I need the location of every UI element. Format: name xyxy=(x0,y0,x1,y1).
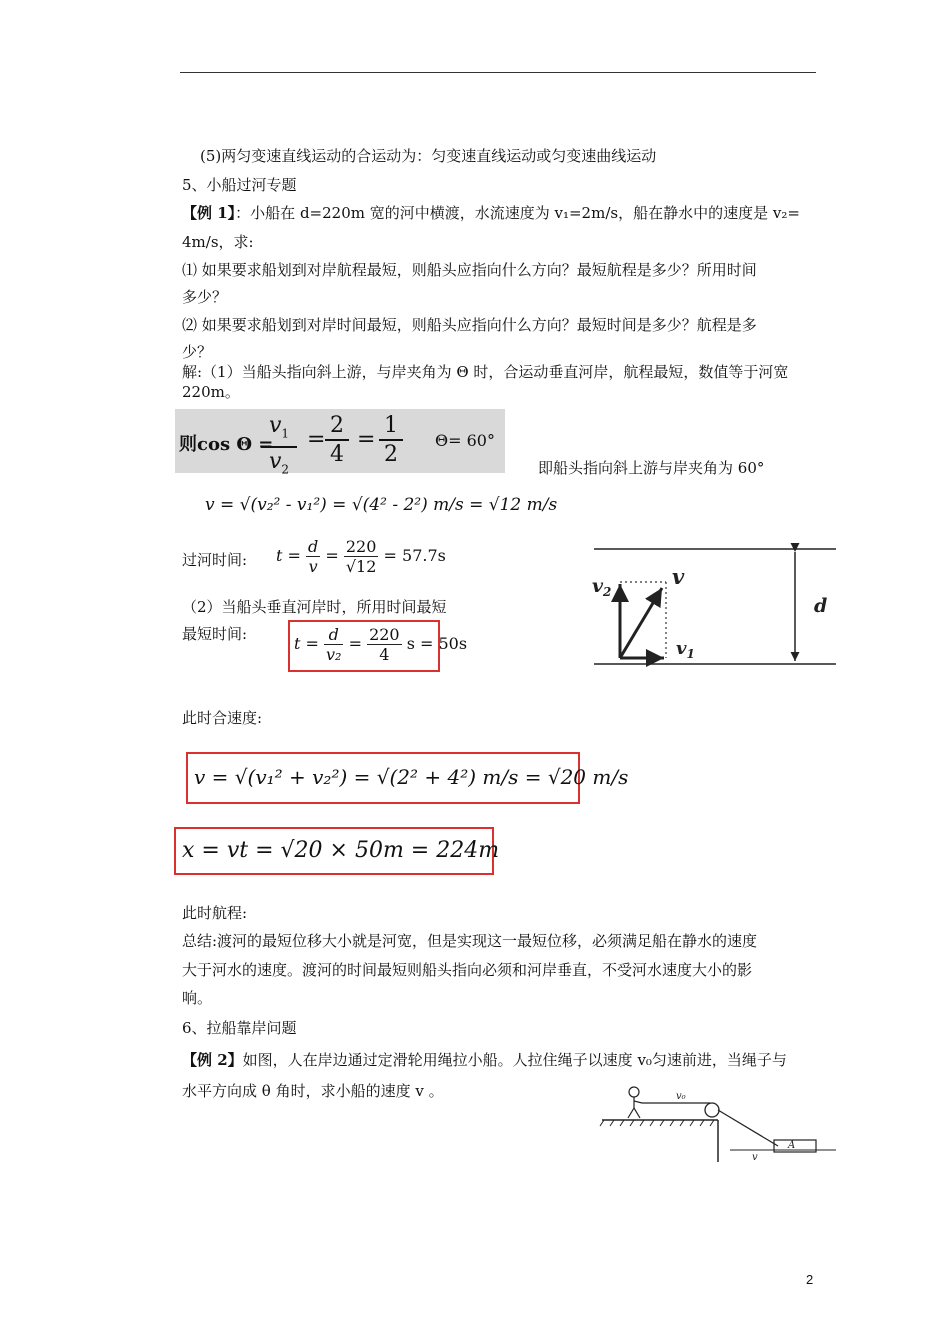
velocity-label: 此时合速度: xyxy=(182,709,263,727)
min-time-formula: t = $\frac{d}{\text{v₂}}$ = $\frac{220}{4}$ s = 50s xyxy=(288,620,440,672)
velocity-formula-2: v = √(v₁² + v₂²) = √(2² + 4²) m/s = √20 m/s xyxy=(186,752,580,804)
cos-fraction-1-2: 1 2 xyxy=(379,413,403,469)
theta-result: Θ= 60° xyxy=(435,431,495,450)
cos-note: 即船头指向斜上游与岸夹角为 60° xyxy=(538,459,765,477)
cos-prefix: 则cos Θ = xyxy=(179,434,274,455)
crossing-time-formula: t = $\frac{d}{v}$ = $\frac{220}{√12}$ = 57.7s xyxy=(276,537,446,576)
question-1-line-1: ⑴ 如果要求船划到对岸航程最短，则船头应指向什么方向？最短航程是多少？所用时间 xyxy=(182,261,757,279)
v2-label: $v_2$ xyxy=(592,575,612,599)
velocity-formula-1: v = √(v₂² - v₁²) = √(4² - 2²) m/s = √12 m/s xyxy=(205,495,558,515)
pulley-boat-diagram xyxy=(598,1080,838,1166)
part-2-line: （2）当船头垂直河岸时，所用时间最短 xyxy=(182,598,447,616)
distance-formula: x = vt = √20 × 50m = 224m xyxy=(174,827,494,875)
cos-eq-1: = xyxy=(307,427,326,452)
river-vector-diagram xyxy=(590,540,840,675)
distance-label: 此时航程: xyxy=(182,904,248,922)
example-1-line-1 xyxy=(182,203,800,223)
summary-line-1: 总结:渡河的最短位移大小就是河宽，但是实现这一最短位移，必须满足船在静水的速度 xyxy=(182,932,758,950)
resultant-v-arrow xyxy=(620,588,662,658)
cos-fraction-2-4: 2 4 xyxy=(325,413,349,469)
solution-line-1: 解:（1）当船头指向斜上游，与岸夹角为 Θ 时，合运动垂直河岸，航程最短，数值等于河宽 xyxy=(182,363,789,381)
paragraph-5: (5)两匀变速直线运动的合运动为：匀变速直线运动或匀变速曲线运动 xyxy=(200,147,657,165)
example-1-line-2: 4m/s，求: xyxy=(182,233,254,251)
min-time-label: 最短时间: xyxy=(182,625,248,643)
cos-eq-2: = xyxy=(357,427,376,452)
example-2-tag: 【例 2】 xyxy=(182,1051,243,1069)
v0-label: v₀ xyxy=(676,1091,686,1102)
header-rule xyxy=(180,72,816,73)
cos-formula xyxy=(175,409,505,477)
d-label: d xyxy=(814,595,828,617)
section-5-heading: 5、小船过河专题 xyxy=(182,176,297,194)
shore-hatching xyxy=(600,1120,714,1126)
v-label: v xyxy=(672,564,685,589)
person-icon xyxy=(628,1087,642,1118)
boat-a-label: A xyxy=(788,1140,796,1151)
cos-fraction-v: $v_1$ $v_2$ xyxy=(261,413,297,484)
example-1-tag: 【例 1】 xyxy=(182,204,236,222)
example-1-text: ：小船在 d=220m 宽的河中横渡，水流速度为 v₁=2m/s，船在静水中的速度是 v₂= xyxy=(235,204,800,222)
crossing-time-label: 过河时间: xyxy=(182,551,248,569)
example-2-line-1 xyxy=(182,1050,787,1070)
question-1-line-2: 多少？ xyxy=(182,288,228,306)
section-6-heading: 6、拉船靠岸问题 xyxy=(182,1019,297,1037)
example-2-line-2: 水平方向成 θ 角时，求小船的速度 v 。 xyxy=(182,1082,444,1100)
example-2-text: 如图，人在岸边通过定滑轮用绳拉小船。人拉住绳子以速度 v₀匀速前进，当绳子与 xyxy=(242,1051,787,1069)
page-number: 2 xyxy=(806,1272,814,1287)
rope-slanted xyxy=(718,1110,778,1146)
question-2-line-1: ⑵ 如果要求船划到对岸时间最短，则船头应指向什么方向？最短时间是多少？航程是多 xyxy=(182,316,757,334)
solution-line-2: 220m。 xyxy=(182,383,240,401)
v1-label: $v_1$ xyxy=(676,638,695,661)
boat-velocity-label: v xyxy=(752,1152,758,1163)
summary-line-3: 响。 xyxy=(182,989,213,1007)
pulley-icon xyxy=(705,1103,719,1117)
question-2-line-2: 少？ xyxy=(182,343,213,361)
summary-line-2: 大于河水的速度。渡河的时间最短则船头指向必须和河岸垂直，不受河水速度大小的影 xyxy=(182,961,753,979)
